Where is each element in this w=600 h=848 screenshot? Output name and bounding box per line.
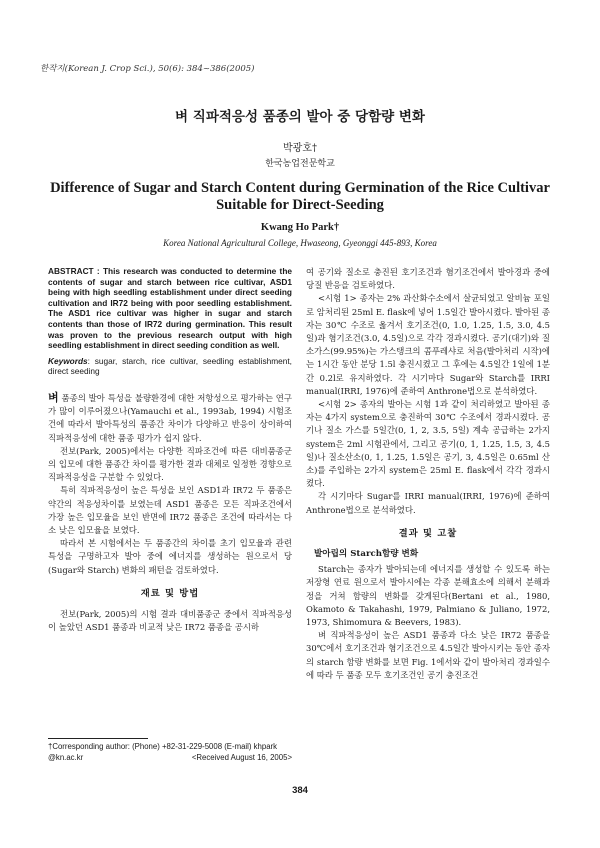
- title-korean: 벼 직파적응성 품종의 발아 중 당함량 변화: [175, 109, 425, 125]
- intro-paragraph-1-text: 품종의 발아 특성을 불량환경에 대한 저항성으로 평가하는 연구가 많이 이루어졌으나(Yamauchi et al., 1993ab, 1994) 시험조건에 따라서 발아특성의 품종간 차이가 다양하고 반응이 상이하여 직파적응성에 대한 품종 평가가 쉽지 않다.: [48, 392, 292, 443]
- experiment-2-paragraph: <시험 2> 종자의 발아는 시험 1과 같이 처리하였고 발아된 종자는 4가지 system으로 충진하여 30℃ 수조에서 경과시켰다. 공기나 질소 가스를 5일간(0, 1, 2, 3.5, 5일) 계속 공급하는 2가지 system은 2ml 시험관에서, 그리고 공기(0, 1, 1.25, 1.5, 3, 4.5일)나 질소산소(0, 1, 1.25, 1.5일은 공기, 3, 4.5일은 0.65ml 산소)를 주입하는 2가지 system은 25ml E. flask에서 각각 경과시켰다.: [306, 399, 550, 489]
- experiment-1-paragraph: <시험 1> 종자는 2% 과산화수소에서 살균되었고 알비늄 포일로 암처리된 25ml E. flask에 넣어 1.5일간 발아시켰다. 발아된 종자는 30℃ 수조로 옮겨서 호기조건(0, 1.0, 1.25, 1.5, 3.0, 4.5일)과 혐기조건(3.0, 4.5일)으로 각각 경과시켰다. 공기(대기)와 질소가스(99.95%)는 가스탱크의 콤푸레샤로 처음(발아처리 시작)에는 1시간 동안 분당 1.5l 충진시켰고 그 후에는 4.5일간 1일에 1분간 0.2l로 유지하였다. 각 시기마다 Sugar와 Starch를 IRRI manual(IRRI, 1976)에 준하여 Anthrone법으로 분석하였다.: [306, 293, 550, 396]
- affiliation-english: Korea National Agricultural College, Hwaseong, Gyeonggi 445-893, Korea: [163, 238, 437, 248]
- author-english: Kwang Ho Park†: [260, 222, 340, 233]
- footnote-email-continued: @kn.ac.kr: [48, 753, 84, 762]
- left-column: [48, 266, 292, 634]
- intro-paragraph-2: 전보(Park, 2005)에서는 다양한 직파조건에 따른 대비품종군의 입모에 대한 품종간 차이를 평가한 결과 대체로 일정한 경향으로 직파적응성을 구분할 수 있었다.: [48, 445, 292, 483]
- methods-paragraph-1: 전보(Park, 2005)의 시험 결과 대비품종군 중에서 직파적응성이 높았던 ASD1 품종과 비교적 낮은 IR72 품종을 공시하: [48, 608, 292, 633]
- author-korean: 박광호†: [283, 143, 317, 154]
- intro-dropcap: 벼: [48, 390, 59, 404]
- footnote-rule: [48, 738, 148, 739]
- journal-reference: 한작지(Korean J. Crop Sci.), 50(6): 384~386(2005): [40, 64, 255, 74]
- footnote-line-2: [48, 752, 292, 763]
- page-number: 384: [292, 785, 308, 796]
- results-paragraph-1: Starch는 종자가 발아되는데 에너지를 생성할 수 있도록 하는 저장형 연료 원으로서 발아시에는 각종 분해효소에 의해서 분해과정을 거쳐 함량의 변화를 갖게된다(Bertani et al., 1980, Okamoto & Takahashi, 1979, Palmiano & Juliano, 1972, 1973, Shimomura & Beevers, 1983).: [306, 564, 550, 628]
- footnote: [48, 741, 292, 763]
- right-column: [306, 266, 550, 682]
- intro-paragraph-4: 따라서 본 시험에서는 두 품종간의 차이를 초기 입모율과 관련 특성을 구명하고자 발아 중에 에너지를 생성하는 원으로서 당(Sugar와 Starch) 변화의 패턴을 검토하였다.: [48, 538, 292, 575]
- results-heading: 결과 및 고찰: [398, 527, 458, 539]
- intro-paragraph-3: 특히 직파적응성이 높은 특성을 보인 ASD1과 IR72 두 품종은 약간의 적응성차이를 보였는데 ASD1 품종은 모든 직파조건에서 가장 높은 입모율을 보인 반면에 IR72 품종은 조건에 따라서는 다소 낮은 입모율을 보였다.: [48, 485, 292, 535]
- title-english: Difference of Sugar and Starch Content during Germination of the Rice Cultivar Suitable for Direct-Seeding: [50, 180, 550, 213]
- intro-paragraph-1: [48, 391, 292, 445]
- received-date: <Received August 16, 2005>: [191, 753, 292, 762]
- starch-subheading: 발아립의 Starch함량 변화: [314, 549, 419, 560]
- methods-heading: 재료 및 방법: [140, 587, 200, 599]
- keywords: [48, 356, 292, 377]
- results-paragraph-2: 벼 직파적응성이 높은 ASD1 품종과 다소 낮은 IR72 품종을 30℃에서 호기조건과 혐기조건으로 4.5일간 발아시키는 동안 종자의 starch 함량 변화를 보면 Fig. 1에서와 같이 발아처리 경과일수에 따라 두 품종 모두 호기조건인 공기 충진조건: [306, 630, 550, 680]
- analysis-paragraph: 각 시기마다 Sugar를 IRRI manual(IRRI, 1976)에 준하여 Anthrone법으로 분석하였다.: [306, 491, 550, 515]
- keywords-label: Keywords: [48, 355, 88, 366]
- footnote-line-1: †Corresponding author: (Phone) +82-31-229-5008 (E-mail) khpark: [48, 742, 278, 751]
- methods-paragraph-2: 여 공기와 질소로 충진된 호기조건과 혐기조건에서 발아경과 중에 당질 반응을 검토하였다.: [306, 267, 550, 291]
- affiliation-korean: 한국농업전문학교: [265, 159, 335, 169]
- keywords-text: : sugar, starch, rice cultivar, seedling establishment, direct seeding: [48, 355, 292, 377]
- abstract: ABSTRACT : This research was conducted to determine the contents of sugar and starch between rice cultivar, ASD1 being with high seedling establishment under direct seeding cultivation and IR72 being with poor seedling establishment. The ASD1 rice cultivar was higher in sugar and starch contents than those of IR72 during germination. This result was proven to the previous research output with high seedling establishment in direct seeding condition as well.: [48, 266, 292, 351]
